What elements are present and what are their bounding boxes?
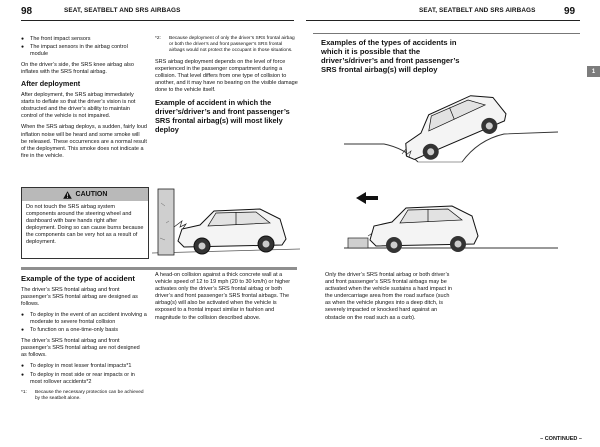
column-1 xyxy=(21,36,147,164)
paragraph: When the SRS airbag deploys, a sudden, fairly loud inflation noise will be heard and some smoke will be released. These occurrences are a normal result of the deployment. This smoke does not indicate a fire in the vehicle. xyxy=(21,124,147,159)
section-column-2 xyxy=(155,272,298,326)
list-item: ● The front impact sensors xyxy=(21,36,147,43)
header-rule-left xyxy=(21,20,294,21)
header-rule-right xyxy=(306,20,580,21)
paragraph: The driver’s SRS frontal airbag and front passenger’s SRS frontal airbag are not designed as follows. xyxy=(21,338,140,359)
curb-impact-illustration xyxy=(344,190,558,260)
list-item: ● To function on a one-time-only basis xyxy=(21,327,147,334)
footnote-label: *1: xyxy=(21,389,27,395)
caution-title: CAUTION xyxy=(75,191,108,198)
paragraph: SRS airbag deployment depends on the level of force experienced in the passenger compartment during a collision. That level differs from one type of collision to another, and it may have no bearing on the visible damage done to the vehicle itself. xyxy=(155,59,298,94)
heading-accident-example: Example of accident in which the driver’s/driver’s and front passenger’s SRS frontal airbag(s) will most likely deploy xyxy=(155,98,290,135)
page-number-right: 99 xyxy=(564,6,576,17)
page-number-left: 98 xyxy=(21,6,33,17)
warning-triangle-icon xyxy=(63,191,72,199)
header-title-left: SEAT, SEATBELT AND SRS AIRBAGS xyxy=(64,7,181,14)
caution-text: Do not touch the SRS airbag system components around the steering wheel and dashboard with bare hands right after deployment. Doing so can cause burns because the components can be very hot as a result of deployment. xyxy=(26,204,144,245)
wall-collision-illustration xyxy=(152,183,300,265)
ditch-illustration xyxy=(344,84,558,164)
list-item: ● To deploy in the event of an accident involving a moderate to severe frontal collision xyxy=(21,312,147,326)
footnote-text: Because the necessary protection can be achieved by the seatbelt alone. xyxy=(35,389,144,401)
sensor-list xyxy=(21,36,147,58)
column-2 xyxy=(155,36,298,137)
section-column-1 xyxy=(21,272,147,402)
paragraph: The driver’s SRS frontal airbag and front passenger’s SRS frontal airbag are designed as follows. xyxy=(21,286,138,307)
list-item: ● To deploy in most side or rear impacts or in most rollover accidents*2 xyxy=(21,372,147,386)
right-column xyxy=(325,272,453,326)
paragraph: Only the driver’s SRS frontal airbag or both driver’s and front passenger’s SRS frontal airbags may be activated when the vehicle sustains a hard impact in the undercarriage area from the road surface (such as when the vehicle plunges into a deep ditch, is severely impacted or knocked hard against an obstacle on the road such as a curb). xyxy=(325,272,452,321)
footnote-1 xyxy=(21,390,147,402)
heading-type-of-accident: Example of the type of accident xyxy=(21,274,135,283)
footnote-label: *2: xyxy=(155,36,161,41)
footnote-2 xyxy=(155,36,298,54)
footnote-text: Because deployment of only the driver’s SRS frontal airbag or both the driver’s and front passenger’s SRS frontal airbags would not protect the occupant in those situations. xyxy=(169,36,295,53)
caution-header xyxy=(22,188,148,201)
heading-deploy-examples: Examples of the types of accidents in which it is possible that the driver’s/driver’s and front passenger’s SRS frontal airbag(s) will deploy xyxy=(321,38,460,74)
continued-label: – CONTINUED – xyxy=(540,436,582,442)
impact-arrow-icon xyxy=(356,192,378,204)
header-title-right: SEAT, SEATBELT AND SRS AIRBAGS xyxy=(419,7,536,14)
list-item: ● The impact sensors in the airbag control module xyxy=(21,44,147,58)
section-divider xyxy=(21,267,297,270)
caution-box xyxy=(21,187,149,259)
chapter-tab: 1 xyxy=(587,66,600,77)
paragraph: A head-on collision against a thick concrete wall at a vehicle speed of 12 to 19 mph (20 to 30 km/h) or higher activates only the driver’s SRS frontal airbag or both driver’s and front passenger’s SRS frontal airbags. The airbag(s) will also be activated when the vehicle is exposed to a frontal impact similar in fashion and magnitude to the collision described above. xyxy=(155,272,291,321)
designed-list xyxy=(21,312,147,334)
list-item: ● To deploy in most lesser frontal impacts*1 xyxy=(21,363,147,370)
paragraph: On the driver’s side, the SRS knee airbag also inflates with the SRS frontal airbag. xyxy=(21,62,134,76)
paragraph: After deployment, the SRS airbag immediately starts to deflate so that the driver’s vision is not obstructed and the driver’s ability to maintain control of the vehicle is not impaired. xyxy=(21,92,136,120)
not-designed-list xyxy=(21,363,147,385)
heading-after-deployment: After deployment xyxy=(21,79,81,89)
